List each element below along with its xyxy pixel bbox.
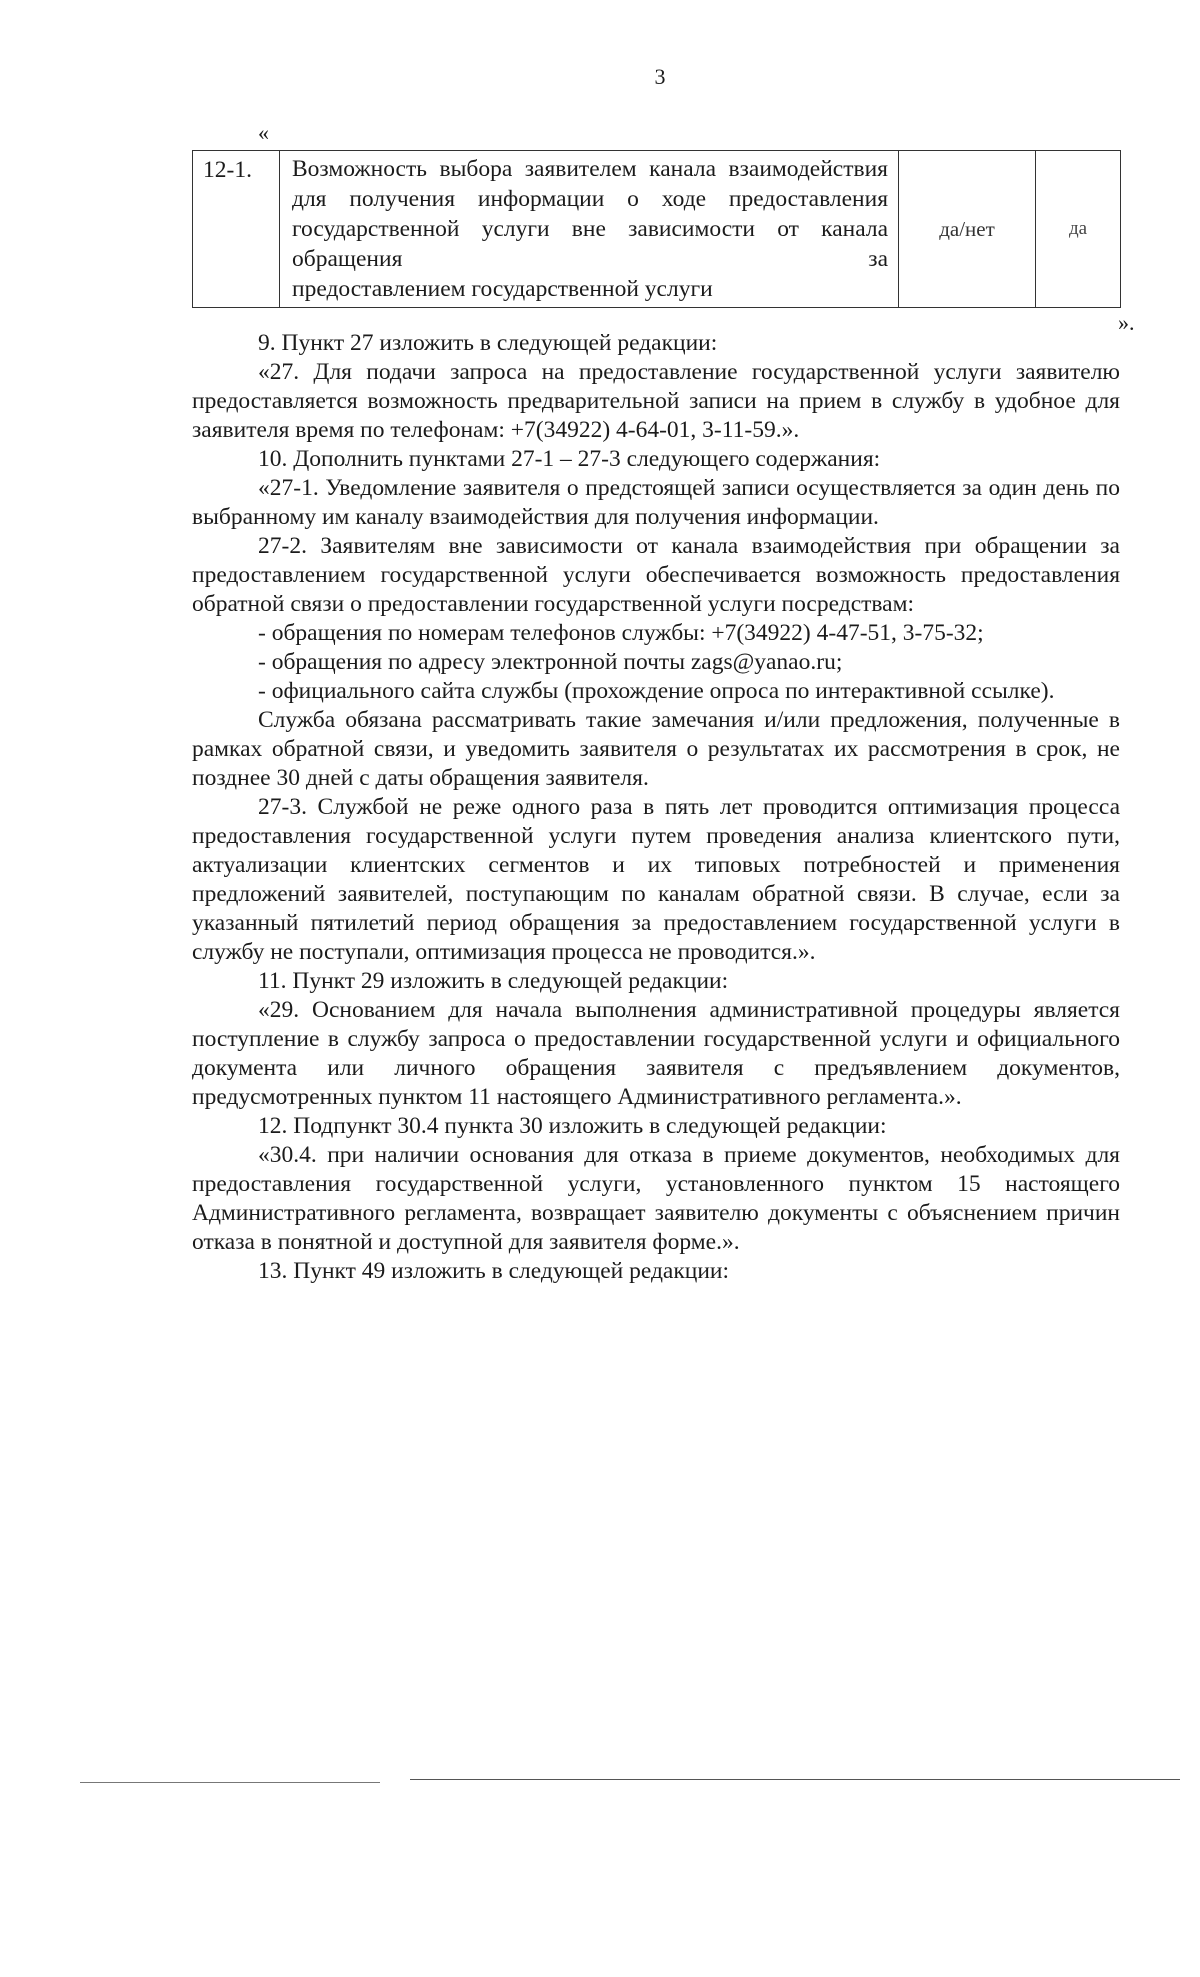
paragraph-27-3: 27-3. Службой не реже одного раза в пять лет проводится оптимизация процесса предоставления государственной услуги путем проведения анализа клиентского пути, актуализации клиентских сегментов и их типовых потребностей и применения предложений заявителей, поступающим по каналам обратной связи. В случае, если за указанный пятилетий период обращения за предоставлением государственной услуги в службу не поступали, оптимизация процесса не проводится.».	[192, 794, 1120, 965]
list-item-phone: - обращения по номерам телефонов службы: +7(34922) 4-47-51, 3-75-32;	[258, 620, 984, 646]
table-close-quote: ».	[1118, 310, 1135, 335]
table-open-quote: «	[258, 120, 269, 145]
page-number: 3	[654, 64, 666, 89]
row-description	[280, 151, 899, 308]
paragraph-30-4: «30.4. при наличии основания для отказа в приеме документов, необходимых для предоставления государственной услуги, установленного пунктом 15 настоящего Административного регламента, возвращает заявителю документы с объяснением причин отказа в понятной и доступной для заявителя форме.».	[192, 1142, 1120, 1255]
paragraph-item-9: 9. Пункт 27 изложить в следующей редакции:	[258, 330, 718, 356]
paragraph-item-13: 13. Пункт 49 изложить в следующей редакции:	[258, 1258, 730, 1284]
row-number: 12-1.	[193, 151, 280, 308]
row-value: да	[1036, 151, 1121, 308]
paragraph-27-1: «27-1. Уведомление заявителя о предстоящей записи осуществляется за один день по выбранному им каналу взаимодействия для получения информации.	[192, 475, 1120, 530]
paragraph-27-2: 27-2. Заявителям вне зависимости от канала взаимодействия при обращении за предоставлением государственной услуги обеспечивается возможность предоставления обратной связи о предоставлении государственной услуги посредствам:	[192, 533, 1120, 617]
paragraph-29: «29. Основанием для начала выполнения административной процедуры является поступление в службу запроса о предоставлении государственной услуги и официального документа или личного обращения заявителя с предъявлением документов, предусмотренных пунктом 11 настоящего Административного регламента.».	[192, 997, 1120, 1110]
table-row	[193, 151, 1121, 308]
paragraph-item-10: 10. Дополнить пунктами 27-1 – 27-3 следующего содержания:	[258, 446, 881, 472]
paragraph-feedback: Служба обязана рассматривать такие замечания и/или предложения, полученные в рамках обратной связи, и уведомить заявителя о результатах их рассмотрения в срок, не позднее 30 дней с даты обращения заявителя.	[192, 707, 1120, 791]
row-description-last-line: предоставлением государственной услуги	[292, 276, 713, 302]
paragraph-item-11: 11. Пункт 29 изложить в следующей редакции:	[258, 968, 729, 994]
footer-divider-left	[80, 1782, 380, 1783]
list-item-email: - обращения по адресу электронной почты zags@yanao.ru;	[258, 649, 843, 675]
row-options: да/нет	[899, 151, 1036, 308]
criteria-table	[192, 150, 1121, 308]
list-item-website: - официального сайта службы (прохождение опроса по интерактивной ссылке).	[258, 678, 1055, 704]
document-body	[192, 329, 1120, 1286]
row-description-text: Возможность выбора заявителем канала взаимодействия для получения информации о ходе предоставления государственной услуги вне зависимости от канала обращения за	[292, 156, 888, 272]
paragraph-item-12: 12. Подпункт 30.4 пункта 30 изложить в следующей редакции:	[258, 1113, 887, 1139]
paragraph-27: «27. Для подачи запроса на предоставление государственной услуги заявителю предоставляется возможность предварительной записи на прием в службу в удобное для заявителя время по телефонам: +7(34922) 4-64-01, 3-11-59.».	[192, 359, 1120, 443]
footer-divider-right	[410, 1779, 1180, 1780]
